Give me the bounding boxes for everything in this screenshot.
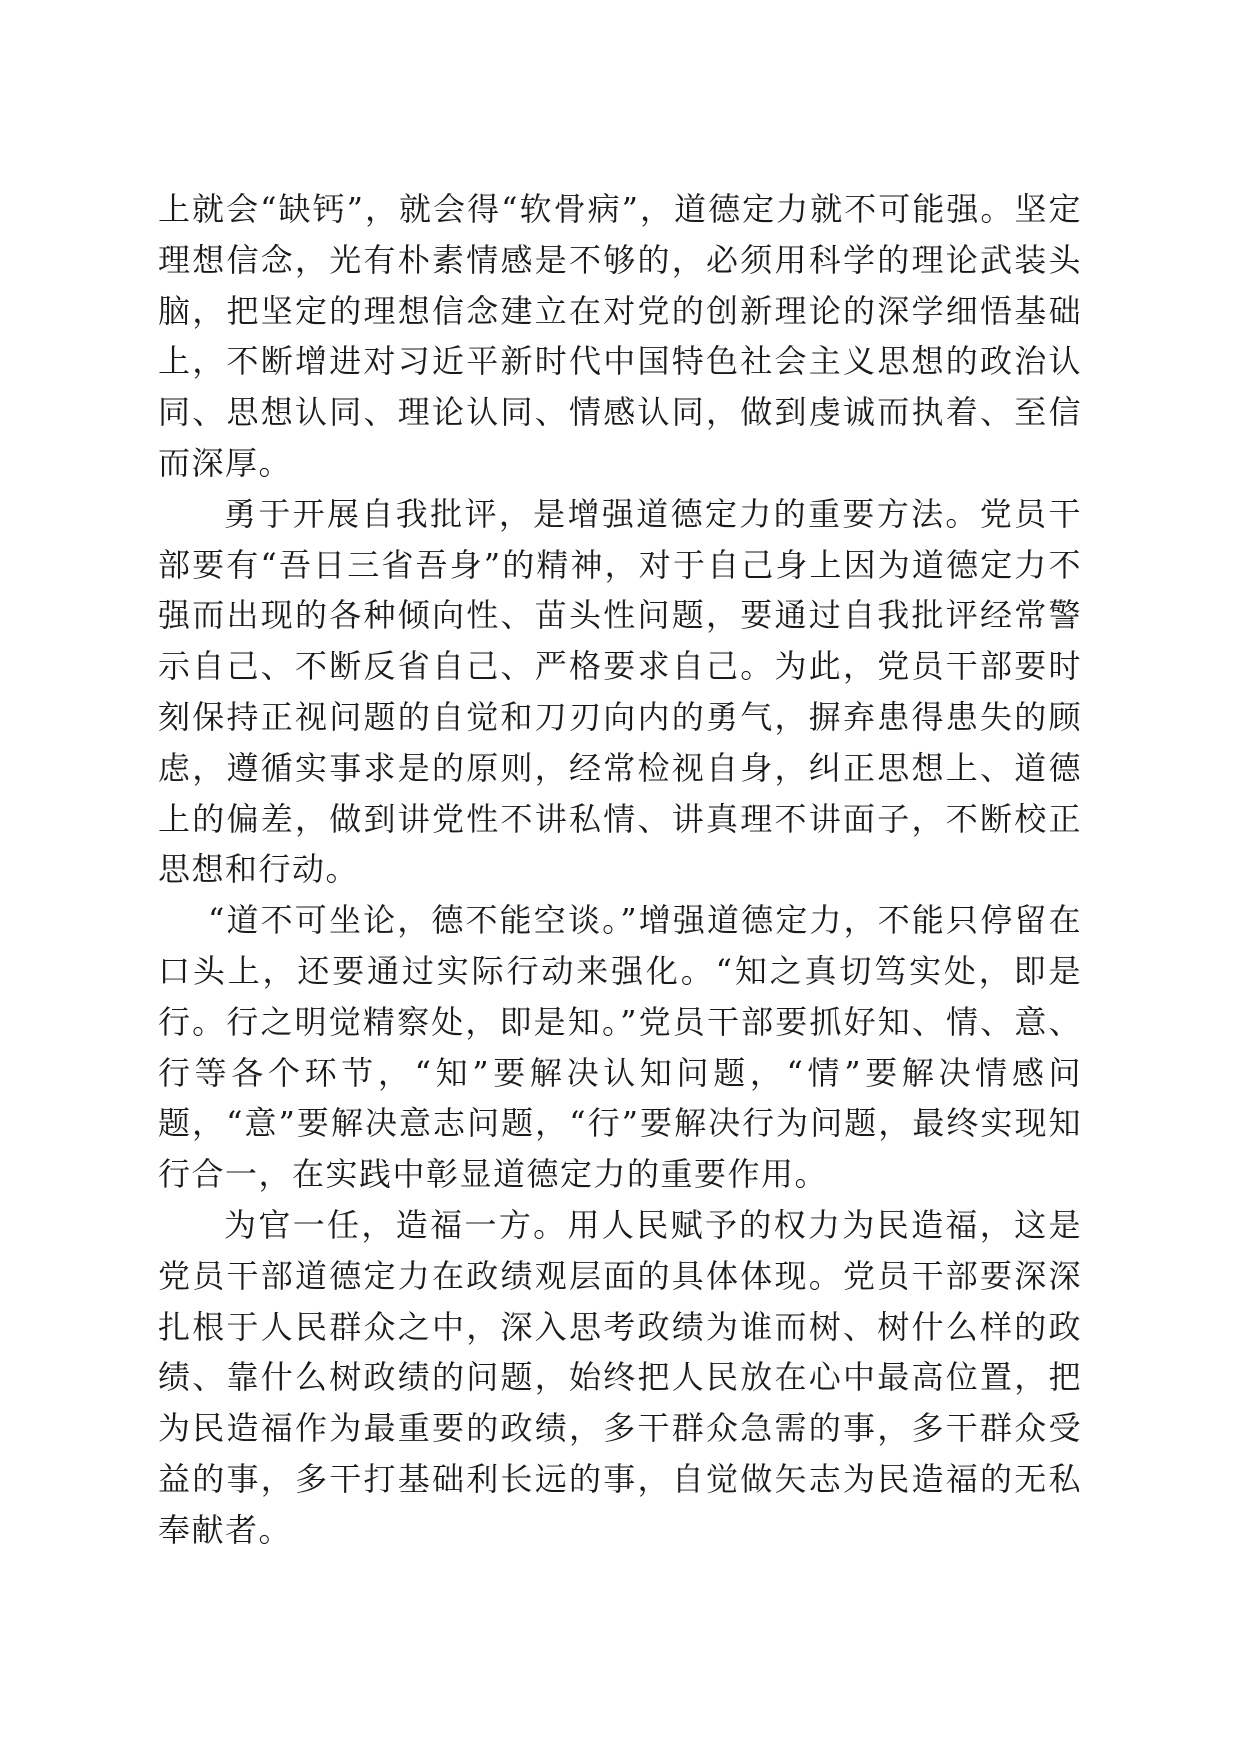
paragraph-continuation: 上就会“缺钙”，就会得“软骨病”，道德定力就不可能强。坚定理想信念，光有朴素情感是不够的，必须用科学的理论武装头脑，把坚定的理想信念建立在对党的创新理论的深学细悟基础上，不断增进对习近平新时代中国特色社会主义思想的政治认同、思想认同、理论认同、情感认同，做到虔诚而执着、至信而深厚。 — [158, 190, 1082, 482]
paragraph-self-criticism: 勇于开展自我批评，是增强道德定力的重要方法。党员干部要有“吾日三省吾身”的精神，对于自己身上因为道德定力不强而出现的各种倾向性、苗头性问题，要通过自我批评经常警示自己、不断反省自己、严格要求自己。为此，党员干部要时刻保持正视问题的自觉和刀刃向内的勇气，摒弃患得患失的顾虑，遵循实事求是的原则，经常检视自身，纠正思想上、道德上的偏差，做到讲党性不讲私情、讲真理不讲面子，不断校正思想和行动。 — [158, 494, 1082, 889]
paragraph-serve-people: 为官一任，造福一方。用人民赋予的权力为民造福，这是党员干部道德定力在政绩观层面的具体体现。党员干部要深深扎根于人民群众之中，深入思考政绩为谁而树、树什么样的政绩、靠什么树政绩的问题，始终把人民放在心中最高位置，把为民造福作为最重要的政绩，多干群众急需的事，多干群众受益的事，多干打基础利长远的事，自觉做矢志为民造福的无私奉献者。 — [158, 1205, 1082, 1549]
paragraph-knowledge-action: “道不可坐论，德不能空谈。”增强道德定力，不能只停留在口头上，还要通过实际行动来强化。“知之真切笃实处，即是行。行之明觉精察处，即是知。”党员干部要抓好知、情、意、行等各个环节，“知”要解决认知问题，“情”要解决情感问题，“意”要解决意志问题，“行”要解决行为问题，最终实现知行合一，在实践中彰显道德定力的重要作用。 — [158, 901, 1082, 1194]
body-text — [158, 184, 1082, 1556]
